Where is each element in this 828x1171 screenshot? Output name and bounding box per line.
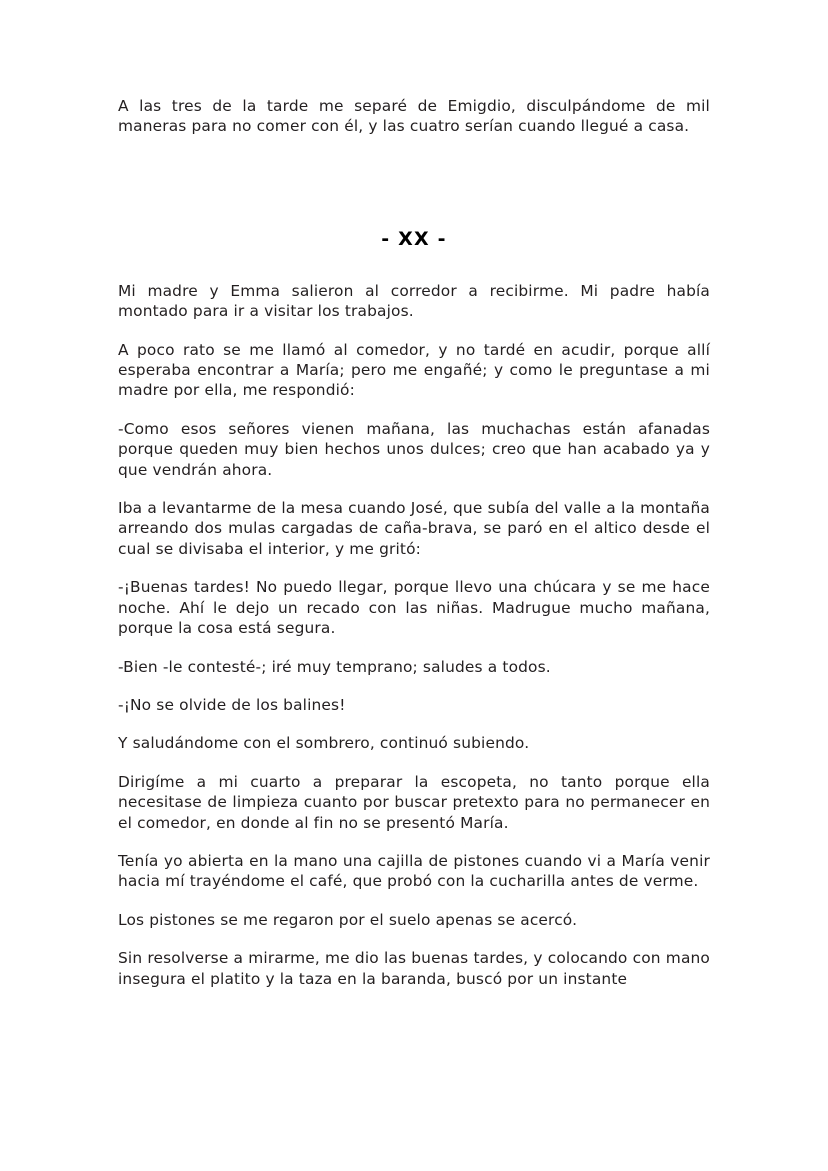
body-paragraph: Iba a levantarme de la mesa cuando José, que subía del valle a la montaña arreando dos mulas cargadas de caña-brava, se paró en el altico desde el cual se divisaba el interior, y me gritó: [118,499,710,558]
page-content [118,96,710,989]
heading-spacer-top [118,137,710,227]
body-paragraph: Y saludándome con el sombrero, continuó subiendo. [118,734,530,753]
body-paragraph: -¡No se olvide de los balines! [118,695,346,714]
intro-paragraph: A las tres de la tarde me separé de Emigdio, disculpándome de mil maneras para no comer con él, y las cuatro serían cuando llegué a casa. [118,97,710,136]
body-paragraph: Mi madre y Emma salieron al corredor a recibirme. Mi padre había montado para ir a visitar los trabajos. [118,281,710,321]
body-paragraph: Sin resolverse a mirarme, me dio las buenas tardes, y colocando con mano insegura el platito y la taza en la baranda, buscó por un instante [118,949,710,988]
body-paragraph: Tenía yo abierta en la mano una cajilla de pistones cuando vi a María venir hacia mí trayéndome el café, que probó con la cucharilla antes de verme. [118,851,710,891]
body-paragraph: -¡Buenas tardes! No puedo llegar, porque llevo una chúcara y se me hace noche. Ahí le dejo un recado con las niñas. Madrugue mucho mañana, porque la cosa está segura. [118,578,710,638]
body-paragraph: -Como esos señores vienen mañana, las muchachas están afanadas porque queden muy bien hechos unos dulces; creo que han acabado ya y que vendrán ahora. [118,419,710,479]
heading-spacer-bottom [118,251,710,281]
chapter-heading: - XX - [381,227,447,250]
body-paragraph: -Bien -le contesté-; iré muy temprano; saludes a todos. [118,657,551,676]
body-paragraph: Dirigíme a mi cuarto a preparar la escopeta, no tanto porque ella necesitase de limpieza cuanto por buscar pretexto para no permanecer en el comedor, en donde al fin no se presentó María. [118,772,710,832]
body-paragraph: Los pistones se me regaron por el suelo apenas se acercó. [118,910,578,929]
body-paragraph: A poco rato se me llamó al comedor, y no tardé en acudir, porque allí esperaba encontrar a María; pero me engañé; y como le preguntase a mi madre por ella, me respondió: [118,340,710,400]
